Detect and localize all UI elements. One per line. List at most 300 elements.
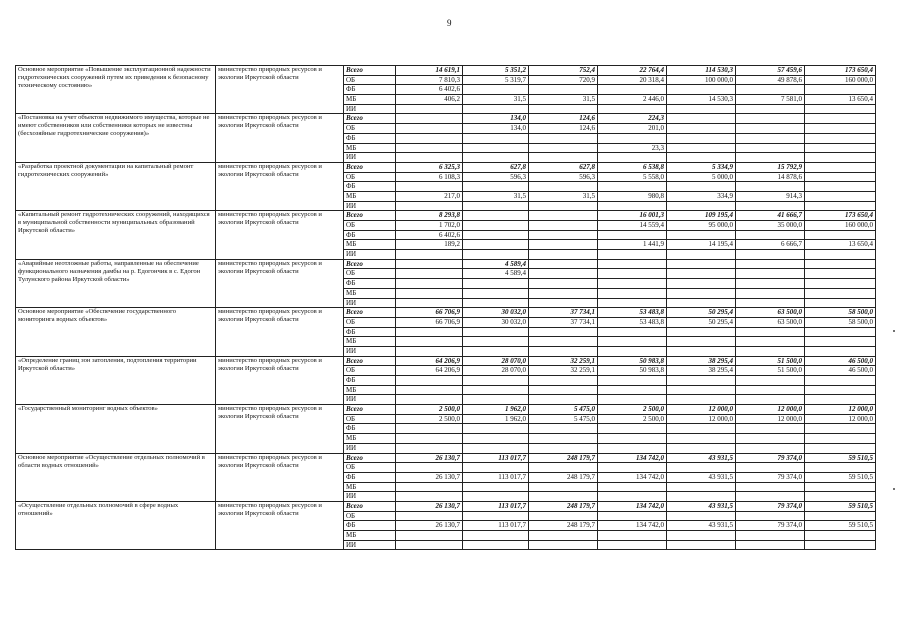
- amount-cell: 980,8: [598, 191, 667, 201]
- measure-name: «Постановка на учет объектов недвижимого имущества, которые не имеют собственников или собственники которых не известны (бесхозяйные гидротехнические сооружения)»: [16, 114, 216, 162]
- table-row: [16, 114, 876, 124]
- funding-source: МБ: [344, 95, 396, 105]
- amount-cell: [736, 269, 805, 279]
- amount-cell: [598, 492, 667, 502]
- amount-cell: 6 402,6: [396, 85, 463, 95]
- amount-cell: 2 500,0: [598, 405, 667, 415]
- amount-cell: 26 130,7: [396, 501, 463, 511]
- amount-cell: [598, 259, 667, 269]
- amount-cell: [463, 385, 529, 395]
- amount-cell: [463, 337, 529, 347]
- measure-name: «Определение границ зон затопления, подтопления территории Иркутской области»: [16, 356, 216, 404]
- measure-name: Основное мероприятие «Обеспечение государственного мониторинга водных объектов»: [16, 308, 216, 356]
- amount-cell: 26 130,7: [396, 453, 463, 463]
- amount-cell: 217,0: [396, 191, 463, 201]
- amount-cell: [463, 395, 529, 405]
- amount-cell: [463, 143, 529, 153]
- amount-cell: [529, 288, 598, 298]
- amount-cell: [736, 482, 805, 492]
- amount-cell: [396, 114, 463, 124]
- amount-cell: [529, 443, 598, 453]
- amount-cell: 124,6: [529, 124, 598, 134]
- amount-cell: [667, 288, 736, 298]
- funding-source: ОБ: [344, 124, 396, 134]
- amount-cell: [463, 182, 529, 192]
- amount-cell: [396, 385, 463, 395]
- executor-name: министерство природных ресурсов и экологии Иркутской области: [216, 66, 344, 114]
- amount-cell: [396, 424, 463, 434]
- amount-cell: 6 108,3: [396, 172, 463, 182]
- amount-cell: 63 500,0: [736, 308, 805, 318]
- measure-name: Основное мероприятие «Осуществление отдельных полномочий в области водных отношений»: [16, 453, 216, 501]
- amount-cell: 334,9: [667, 191, 736, 201]
- amount-cell: [805, 511, 876, 521]
- amount-cell: 43 931,5: [667, 472, 736, 482]
- amount-cell: [598, 269, 667, 279]
- amount-cell: [598, 424, 667, 434]
- amount-cell: 51 500,0: [736, 356, 805, 366]
- amount-cell: [529, 269, 598, 279]
- funding-source: ФБ: [344, 182, 396, 192]
- funding-source: ИИ: [344, 492, 396, 502]
- amount-cell: 113 017,7: [463, 501, 529, 511]
- amount-cell: [805, 172, 876, 182]
- amount-cell: [463, 443, 529, 453]
- amount-cell: 37 734,1: [529, 308, 598, 318]
- table-row: [16, 501, 876, 511]
- amount-cell: 2 446,0: [598, 95, 667, 105]
- amount-cell: 134 742,0: [598, 501, 667, 511]
- amount-cell: 64 206,9: [396, 366, 463, 376]
- amount-cell: 596,3: [529, 172, 598, 182]
- amount-cell: [667, 531, 736, 541]
- amount-cell: [529, 85, 598, 95]
- amount-cell: [463, 463, 529, 473]
- amount-cell: 30 032,0: [463, 317, 529, 327]
- amount-cell: 59 510,5: [805, 472, 876, 482]
- amount-cell: 5 351,2: [463, 66, 529, 76]
- funding-source: МБ: [344, 240, 396, 250]
- amount-cell: [805, 337, 876, 347]
- amount-cell: [667, 279, 736, 289]
- amount-cell: 37 734,1: [529, 317, 598, 327]
- amount-cell: 32 259,1: [529, 366, 598, 376]
- amount-cell: 248 179,7: [529, 501, 598, 511]
- funding-source: Всего: [344, 501, 396, 511]
- amount-cell: 79 374,0: [736, 501, 805, 511]
- amount-cell: [598, 104, 667, 114]
- amount-cell: 627,8: [529, 162, 598, 172]
- table-row: [16, 259, 876, 269]
- amount-cell: 14 878,6: [736, 172, 805, 182]
- amount-cell: [805, 259, 876, 269]
- amount-cell: 173 650,4: [805, 66, 876, 76]
- amount-cell: 160 000,0: [805, 75, 876, 85]
- executor-name: министерство природных ресурсов и экологии Иркутской области: [216, 162, 344, 210]
- amount-cell: [736, 250, 805, 260]
- funding-source: Всего: [344, 66, 396, 76]
- amount-cell: 43 931,5: [667, 501, 736, 511]
- amount-cell: [736, 424, 805, 434]
- funding-source: МБ: [344, 385, 396, 395]
- amount-cell: [667, 114, 736, 124]
- funding-source: ИИ: [344, 346, 396, 356]
- amount-cell: 51 500,0: [736, 366, 805, 376]
- amount-cell: [463, 327, 529, 337]
- amount-cell: 1 962,0: [463, 414, 529, 424]
- amount-cell: 13 650,4: [805, 95, 876, 105]
- amount-cell: 20 318,4: [598, 75, 667, 85]
- budget-table: [15, 65, 876, 550]
- amount-cell: 134 742,0: [598, 453, 667, 463]
- amount-cell: 30 032,0: [463, 308, 529, 318]
- measure-name: «Разработка проектной документации на капитальный ремонт гидротехнических сооружений»: [16, 162, 216, 210]
- amount-cell: [529, 337, 598, 347]
- amount-cell: [396, 288, 463, 298]
- amount-cell: [736, 531, 805, 541]
- amount-cell: [396, 337, 463, 347]
- amount-cell: [598, 531, 667, 541]
- amount-cell: [463, 288, 529, 298]
- amount-cell: 59 510,5: [805, 521, 876, 531]
- funding-source: ОБ: [344, 463, 396, 473]
- amount-cell: [463, 279, 529, 289]
- amount-cell: [736, 443, 805, 453]
- funding-source: Всего: [344, 114, 396, 124]
- amount-cell: [805, 327, 876, 337]
- amount-cell: [805, 298, 876, 308]
- funding-source: ФБ: [344, 327, 396, 337]
- amount-cell: 14 619,1: [396, 66, 463, 76]
- amount-cell: 7 810,3: [396, 75, 463, 85]
- amount-cell: 189,2: [396, 240, 463, 250]
- amount-cell: [598, 511, 667, 521]
- amount-cell: [463, 434, 529, 444]
- amount-cell: [667, 259, 736, 269]
- amount-cell: [396, 531, 463, 541]
- amount-cell: [463, 424, 529, 434]
- amount-cell: [736, 133, 805, 143]
- amount-cell: [736, 434, 805, 444]
- amount-cell: 5 319,7: [463, 75, 529, 85]
- funding-source: ИИ: [344, 395, 396, 405]
- amount-cell: [529, 434, 598, 444]
- amount-cell: [396, 201, 463, 211]
- amount-cell: 114 530,3: [667, 66, 736, 76]
- budget-table-body: [16, 66, 876, 550]
- amount-cell: [598, 327, 667, 337]
- amount-cell: [529, 492, 598, 502]
- amount-cell: 28 070,0: [463, 366, 529, 376]
- amount-cell: [529, 211, 598, 221]
- amount-cell: [396, 269, 463, 279]
- amount-cell: [529, 153, 598, 163]
- amount-cell: [529, 259, 598, 269]
- amount-cell: [736, 153, 805, 163]
- amount-cell: [463, 153, 529, 163]
- amount-cell: [396, 133, 463, 143]
- amount-cell: [805, 463, 876, 473]
- amount-cell: [667, 143, 736, 153]
- amount-cell: 5 558,0: [598, 172, 667, 182]
- amount-cell: 26 130,7: [396, 472, 463, 482]
- amount-cell: 59 510,5: [805, 501, 876, 511]
- amount-cell: [805, 191, 876, 201]
- amount-cell: [805, 162, 876, 172]
- amount-cell: [598, 279, 667, 289]
- amount-cell: [805, 346, 876, 356]
- amount-cell: 16 001,3: [598, 211, 667, 221]
- amount-cell: 6 402,6: [396, 230, 463, 240]
- amount-cell: 14 195,4: [667, 240, 736, 250]
- amount-cell: 15 792,9: [736, 162, 805, 172]
- amount-cell: [667, 376, 736, 386]
- amount-cell: [805, 395, 876, 405]
- funding-source: ИИ: [344, 201, 396, 211]
- amount-cell: 914,3: [736, 191, 805, 201]
- funding-source: Всего: [344, 162, 396, 172]
- amount-cell: 63 500,0: [736, 317, 805, 327]
- amount-cell: [736, 114, 805, 124]
- amount-cell: 58 500,0: [805, 308, 876, 318]
- amount-cell: [529, 104, 598, 114]
- amount-cell: 406,2: [396, 95, 463, 105]
- amount-cell: 7 581,0: [736, 95, 805, 105]
- amount-cell: [529, 346, 598, 356]
- amount-cell: [667, 133, 736, 143]
- amount-cell: [805, 143, 876, 153]
- amount-cell: [667, 511, 736, 521]
- amount-cell: [667, 269, 736, 279]
- amount-cell: 59 510,5: [805, 453, 876, 463]
- amount-cell: 58 500,0: [805, 317, 876, 327]
- amount-cell: 38 295,4: [667, 366, 736, 376]
- funding-source: ФБ: [344, 521, 396, 531]
- amount-cell: [736, 182, 805, 192]
- amount-cell: [529, 385, 598, 395]
- amount-cell: 113 017,7: [463, 453, 529, 463]
- measure-name: Основное мероприятие «Повышение эксплуатационной надежности гидротехнических сооружений путем их приведения к безопасному техническому состоянию»: [16, 66, 216, 114]
- amount-cell: [598, 85, 667, 95]
- amount-cell: 12 000,0: [667, 414, 736, 424]
- amount-cell: [598, 540, 667, 550]
- amount-cell: 113 017,7: [463, 472, 529, 482]
- amount-cell: 248 179,7: [529, 453, 598, 463]
- funding-source: МБ: [344, 288, 396, 298]
- amount-cell: 248 179,7: [529, 521, 598, 531]
- amount-cell: 46 500,0: [805, 356, 876, 366]
- amount-cell: [598, 153, 667, 163]
- amount-cell: [805, 279, 876, 289]
- amount-cell: [736, 337, 805, 347]
- funding-source: ИИ: [344, 153, 396, 163]
- amount-cell: 173 650,4: [805, 211, 876, 221]
- amount-cell: [396, 182, 463, 192]
- table-row: [16, 356, 876, 366]
- amount-cell: [396, 124, 463, 134]
- amount-cell: 5 000,0: [667, 172, 736, 182]
- amount-cell: [463, 133, 529, 143]
- amount-cell: [396, 463, 463, 473]
- amount-cell: [529, 531, 598, 541]
- amount-cell: [529, 376, 598, 386]
- amount-cell: [396, 443, 463, 453]
- funding-source: ФБ: [344, 230, 396, 240]
- funding-source: МБ: [344, 482, 396, 492]
- amount-cell: 26 130,7: [396, 521, 463, 531]
- amount-cell: [736, 143, 805, 153]
- amount-cell: 8 293,8: [396, 211, 463, 221]
- amount-cell: [529, 395, 598, 405]
- amount-cell: [805, 133, 876, 143]
- amount-cell: [463, 531, 529, 541]
- executor-name: министерство природных ресурсов и экологии Иркутской области: [216, 308, 344, 356]
- amount-cell: [805, 250, 876, 260]
- amount-cell: 50 295,4: [667, 308, 736, 318]
- amount-cell: 66 706,9: [396, 308, 463, 318]
- amount-cell: [529, 133, 598, 143]
- funding-source: ФБ: [344, 85, 396, 95]
- amount-cell: [396, 104, 463, 114]
- amount-cell: [598, 482, 667, 492]
- amount-cell: [529, 327, 598, 337]
- amount-cell: [736, 230, 805, 240]
- amount-cell: 12 000,0: [805, 405, 876, 415]
- amount-cell: 5 475,0: [529, 405, 598, 415]
- executor-name: министерство природных ресурсов и экологии Иркутской области: [216, 501, 344, 549]
- amount-cell: [736, 327, 805, 337]
- amount-cell: 1 702,0: [396, 221, 463, 231]
- amount-cell: [463, 298, 529, 308]
- amount-cell: [529, 279, 598, 289]
- amount-cell: [529, 424, 598, 434]
- executor-name: министерство природных ресурсов и экологии Иркутской области: [216, 259, 344, 307]
- funding-source: Всего: [344, 356, 396, 366]
- amount-cell: [463, 221, 529, 231]
- executor-name: министерство природных ресурсов и экологии Иркутской области: [216, 356, 344, 404]
- amount-cell: [667, 104, 736, 114]
- amount-cell: [396, 143, 463, 153]
- measure-name: «Аварийные неотложные работы, направленные на обеспечение функционального назначения дамбы на р. Едогончик в с. Едогон Тулунского района Иркутской области»: [16, 259, 216, 307]
- funding-source: ОБ: [344, 366, 396, 376]
- amount-cell: [598, 298, 667, 308]
- executor-name: министерство природных ресурсов и экологии Иркутской области: [216, 453, 344, 501]
- amount-cell: 100 000,0: [667, 75, 736, 85]
- amount-cell: 2 500,0: [396, 405, 463, 415]
- amount-cell: 627,8: [463, 162, 529, 172]
- funding-source: Всего: [344, 259, 396, 269]
- amount-cell: 38 295,4: [667, 356, 736, 366]
- amount-cell: 2 500,0: [598, 414, 667, 424]
- amount-cell: [463, 492, 529, 502]
- amount-cell: [529, 143, 598, 153]
- table-row: [16, 162, 876, 172]
- amount-cell: [805, 269, 876, 279]
- amount-cell: [529, 463, 598, 473]
- amount-cell: 53 483,8: [598, 308, 667, 318]
- amount-cell: [598, 250, 667, 260]
- amount-cell: 66 706,9: [396, 317, 463, 327]
- amount-cell: 6 538,8: [598, 162, 667, 172]
- amount-cell: [736, 395, 805, 405]
- amount-cell: [736, 85, 805, 95]
- amount-cell: [529, 298, 598, 308]
- amount-cell: [736, 201, 805, 211]
- amount-cell: 134,0: [463, 124, 529, 134]
- funding-source: ИИ: [344, 298, 396, 308]
- funding-source: МБ: [344, 531, 396, 541]
- amount-cell: 248 179,7: [529, 472, 598, 482]
- amount-cell: [529, 250, 598, 260]
- amount-cell: 160 000,0: [805, 221, 876, 231]
- funding-source: ФБ: [344, 472, 396, 482]
- funding-source: Всего: [344, 308, 396, 318]
- amount-cell: [805, 104, 876, 114]
- amount-cell: 224,3: [598, 114, 667, 124]
- amount-cell: [598, 201, 667, 211]
- table-row: [16, 453, 876, 463]
- amount-cell: [598, 385, 667, 395]
- amount-cell: [396, 259, 463, 269]
- amount-cell: [736, 346, 805, 356]
- amount-cell: 12 000,0: [805, 414, 876, 424]
- table-row: [16, 308, 876, 318]
- amount-cell: [667, 424, 736, 434]
- amount-cell: [463, 104, 529, 114]
- amount-cell: [667, 540, 736, 550]
- executor-name: министерство природных ресурсов и экологии Иркутской области: [216, 211, 344, 259]
- amount-cell: [396, 250, 463, 260]
- amount-cell: 43 931,5: [667, 453, 736, 463]
- amount-cell: 41 666,7: [736, 211, 805, 221]
- amount-cell: [598, 230, 667, 240]
- amount-cell: [463, 376, 529, 386]
- amount-cell: 113 017,7: [463, 521, 529, 531]
- amount-cell: 31,5: [463, 95, 529, 105]
- table-row: [16, 405, 876, 415]
- amount-cell: [805, 434, 876, 444]
- funding-source: ОБ: [344, 172, 396, 182]
- funding-source: Всего: [344, 211, 396, 221]
- amount-cell: [667, 346, 736, 356]
- amount-cell: [805, 114, 876, 124]
- amount-cell: 134,0: [463, 114, 529, 124]
- amount-cell: [667, 443, 736, 453]
- amount-cell: [736, 376, 805, 386]
- amount-cell: 31,5: [529, 191, 598, 201]
- amount-cell: 50 295,4: [667, 317, 736, 327]
- amount-cell: [529, 182, 598, 192]
- amount-cell: [667, 395, 736, 405]
- amount-cell: [667, 153, 736, 163]
- amount-cell: 23,3: [598, 143, 667, 153]
- amount-cell: [396, 492, 463, 502]
- funding-source: ОБ: [344, 414, 396, 424]
- amount-cell: [667, 385, 736, 395]
- amount-cell: [396, 298, 463, 308]
- amount-cell: [598, 376, 667, 386]
- amount-cell: [736, 298, 805, 308]
- amount-cell: [736, 124, 805, 134]
- measure-name: «Капитальный ремонт гидротехнических сооружений, находящихся в муниципальной собственности муниципальных образований Иркутской области»: [16, 211, 216, 259]
- amount-cell: [805, 153, 876, 163]
- amount-cell: [667, 182, 736, 192]
- amount-cell: [667, 250, 736, 260]
- amount-cell: 4 589,4: [463, 259, 529, 269]
- amount-cell: [598, 346, 667, 356]
- amount-cell: 14 559,4: [598, 221, 667, 231]
- table-row: [16, 66, 876, 76]
